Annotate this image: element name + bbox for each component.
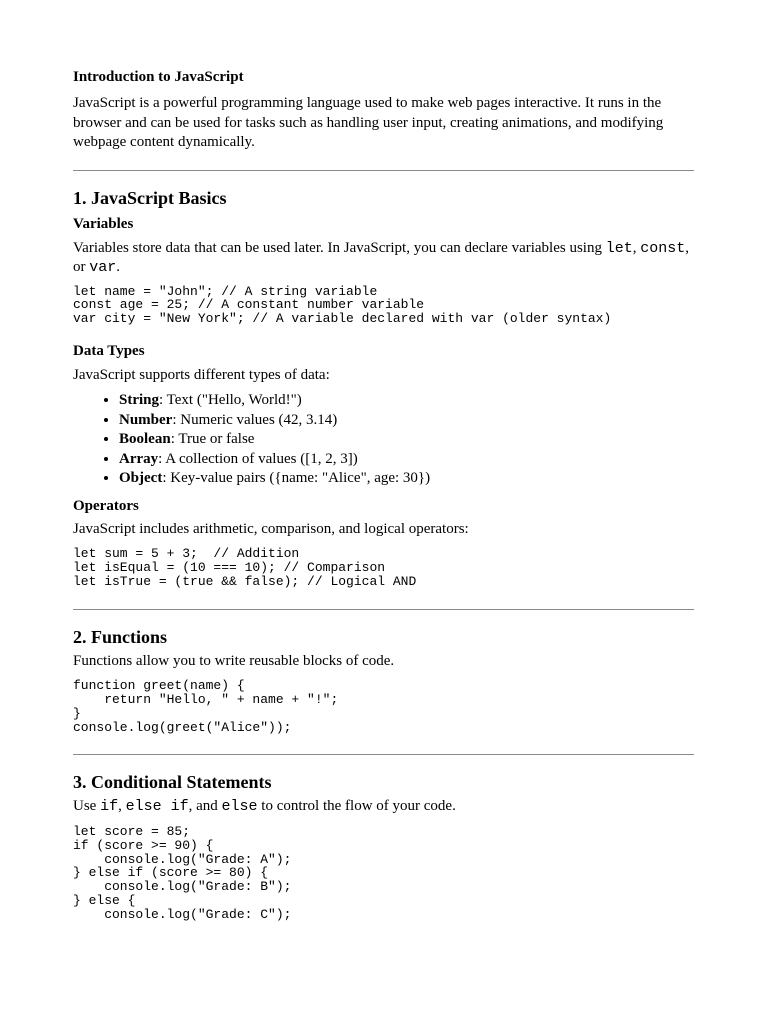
variables-text: Variables store data that can be used later. In JavaScript, you can declare variables using xyxy=(73,239,606,256)
conditionals-text: Use xyxy=(73,798,101,815)
keyword-let: let xyxy=(605,239,633,257)
variables-period: . xyxy=(116,259,121,275)
list-item xyxy=(119,430,695,450)
variables-paragraph xyxy=(73,239,695,278)
keyword-if: if xyxy=(100,798,119,816)
conditionals-paragraph xyxy=(73,797,695,817)
conditionals-separator: , xyxy=(118,798,126,815)
list-item xyxy=(119,391,695,411)
subheading-operators: Operators xyxy=(73,497,139,514)
section-heading-functions: 2. Functions xyxy=(73,626,168,647)
code-block-conditionals: let score = 85; if (score >= 90) { console.log("Grade: A"); } else if (score >= 80) { console.log("Grade: B"); } else { console.log("Grade: C"); xyxy=(73,823,292,922)
keyword-else: else xyxy=(221,798,258,816)
type-term: Object xyxy=(119,470,163,487)
functions-paragraph: Functions allow you to write reusable blocks of code. xyxy=(73,652,395,669)
variables-separator: , xyxy=(632,239,641,256)
variables-separator: , or xyxy=(73,239,689,275)
list-item xyxy=(119,450,695,470)
section-heading-conditionals: 3. Conditional Statements xyxy=(73,772,272,793)
list-item xyxy=(119,411,695,431)
code-block-functions: function greet(name) { return "Hello, " + name + "!"; } console.log(greet("Alice")); xyxy=(73,678,339,735)
code-block-variables: let name = "John"; // A string variable const age = 25; // A constant number variable var city = "New York"; // A variable declared with var (older syntax) xyxy=(73,283,612,327)
type-description: : True or false xyxy=(170,431,255,448)
data-types-paragraph: JavaScript supports different types of data: xyxy=(73,366,330,383)
keyword-else-if: else if xyxy=(125,798,189,816)
section-divider xyxy=(73,170,694,171)
section-heading-basics: 1. JavaScript Basics xyxy=(73,187,227,208)
section-divider xyxy=(73,609,694,610)
type-description: : Text ("Hello, World!") xyxy=(159,392,302,409)
code-block-operators: let sum = 5 + 3; // Addition let isEqual = (10 === 10); // Comparison let isTrue = (true && false); // Logical AND xyxy=(73,546,417,589)
subheading-variables: Variables xyxy=(73,215,134,232)
conditionals-text: to control the flow of your code. xyxy=(257,798,456,815)
conditionals-separator: , and xyxy=(188,798,222,815)
type-term: Boolean xyxy=(119,431,171,448)
section-divider xyxy=(73,754,694,755)
keyword-var: var xyxy=(89,259,117,276)
type-term: Array xyxy=(119,450,159,467)
type-term: String xyxy=(119,392,160,409)
type-description: : Numeric values (42, 3.14) xyxy=(172,411,338,428)
keyword-const: const xyxy=(640,239,686,257)
operators-paragraph: JavaScript includes arithmetic, comparison, and logical operators: xyxy=(73,520,469,537)
intro-paragraph: JavaScript is a powerful programming language used to make web pages interactive. It runs in the browser and can be used for tasks such as handling user input, creating animations, and modifying webpage content dynamically. xyxy=(73,95,664,150)
subheading-data-types: Data Types xyxy=(73,342,145,359)
data-types-list xyxy=(73,391,695,489)
intro-title: Introduction to JavaScript xyxy=(73,69,244,85)
type-description: : Key-value pairs ({name: "Alice", age: 30}) xyxy=(162,470,431,487)
type-term: Number xyxy=(119,411,173,428)
type-description: : A collection of values ([1, 2, 3]) xyxy=(158,450,358,467)
list-item xyxy=(119,469,695,489)
